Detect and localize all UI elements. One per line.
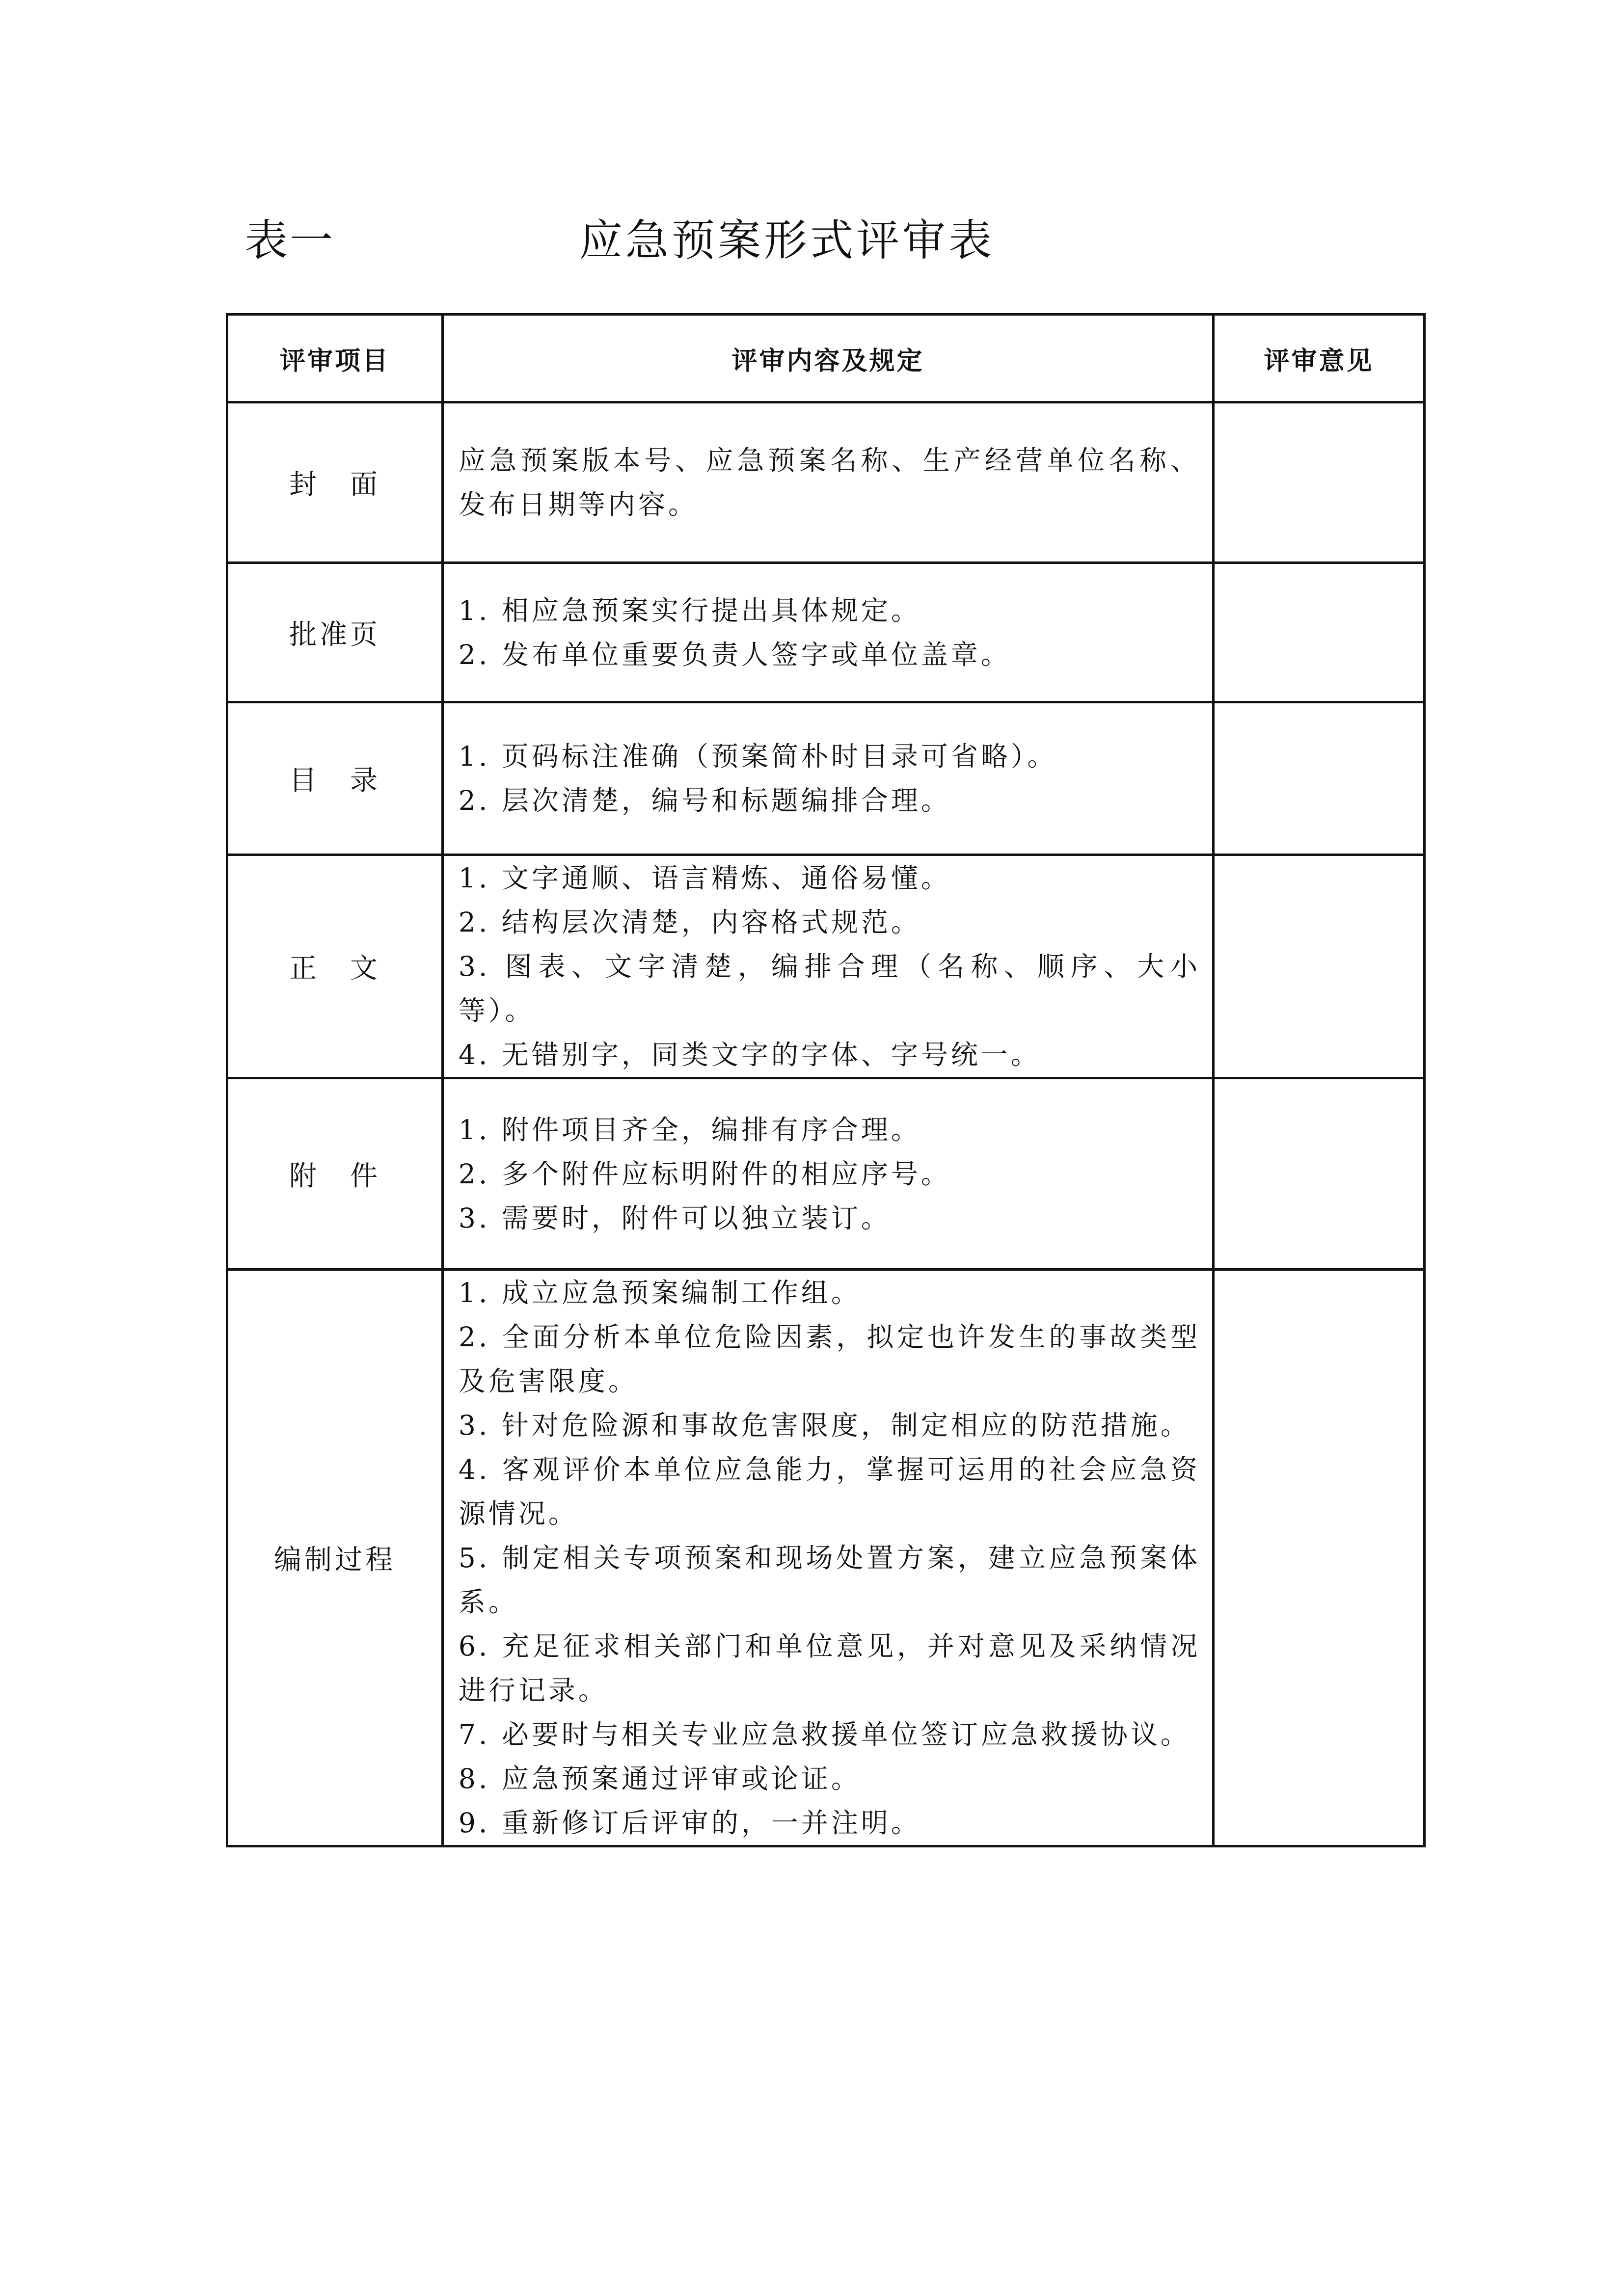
item-cell: 正 文 — [227, 855, 443, 1078]
content-cell — [442, 702, 1213, 855]
content-line: 2. 全面分析本单位危险因素，拟定也许发生的事故类型及危害限度。 — [458, 1321, 1201, 1397]
item-cell: 批准页 — [227, 563, 443, 702]
table-row-approval — [227, 563, 1425, 702]
header-opinion: 评审意见 — [1214, 315, 1425, 402]
content-line: 4. 无错别字，同类文字的字体、字号统一。 — [458, 1039, 1041, 1070]
table-number: 表一 — [244, 215, 335, 266]
content-line: 3. 针对危险源和事故危害限度，制定相应的防范措施。 — [458, 1410, 1191, 1441]
opinion-cell[interactable] — [1214, 1078, 1425, 1270]
header-item: 评审项目 — [227, 315, 443, 402]
content-line: 4. 客观评价本单位应急能力，掌握可运用的社会应急资源情况。 — [458, 1454, 1201, 1529]
content-line: 1. 附件项目齐全，编排有序合理。 — [458, 1114, 921, 1146]
opinion-cell[interactable] — [1214, 563, 1425, 702]
content-line: 2. 结构层次清楚，内容格式规范。 — [458, 907, 921, 938]
content-line: 5. 制定相关专项预案和现场处置方案，建立应急预案体系。 — [458, 1542, 1201, 1618]
content-line: 9. 重新修订后评审的，一并注明。 — [458, 1807, 921, 1839]
table-row-cover — [227, 402, 1425, 563]
content-line: 应急预案版本号、应急预案名称、生产经营单位名称、发布日期等内容。 — [458, 445, 1201, 520]
item-cell: 附 件 — [227, 1078, 443, 1270]
content-line: 1. 相应急预案实行提出具体规定。 — [458, 594, 921, 626]
table-row-process — [227, 1270, 1425, 1846]
content-cell — [442, 563, 1213, 702]
opinion-cell[interactable] — [1214, 702, 1425, 855]
content-line: 1. 页码标注准确（预案简朴时目录可省略）。 — [458, 741, 1057, 772]
content-line: 8. 应急预案通过评审或论证。 — [458, 1763, 861, 1794]
item-cell: 目 录 — [227, 702, 443, 855]
page-title: 应急预案形式评审表 — [579, 215, 995, 266]
content-line: 3. 需要时，附件可以独立装订。 — [458, 1202, 891, 1234]
content-line: 6. 充足征求相关部门和单位意见，并对意见及采纳情况进行记录。 — [458, 1630, 1201, 1706]
content-cell — [442, 855, 1213, 1078]
opinion-cell[interactable] — [1214, 402, 1425, 563]
content-cell — [442, 1078, 1213, 1270]
header-content: 评审内容及规定 — [442, 315, 1213, 402]
table-row-toc — [227, 702, 1425, 855]
content-line: 1. 文字通顺、语言精炼、通俗易懂。 — [458, 862, 951, 894]
content-line: 1. 成立应急预案编制工作组。 — [458, 1277, 861, 1308]
table-row-attachments — [227, 1078, 1425, 1270]
review-table — [226, 313, 1426, 1847]
opinion-cell[interactable] — [1214, 1270, 1425, 1846]
content-line: 7. 必要时与相关专业应急救援单位签订应急救援协议。 — [458, 1719, 1191, 1750]
item-cell: 编制过程 — [227, 1270, 443, 1846]
content-cell — [442, 402, 1213, 563]
content-line: 2. 多个附件应标明附件的相应序号。 — [458, 1158, 951, 1190]
opinion-cell[interactable] — [1214, 855, 1425, 1078]
table-header-row — [227, 315, 1425, 402]
content-cell — [442, 1270, 1213, 1846]
table-row-body — [227, 855, 1425, 1078]
content-line: 3. 图表、文字清楚，编排合理（名称、顺序、大小等）。 — [458, 951, 1201, 1026]
item-cell: 封 面 — [227, 402, 443, 563]
content-line: 2. 发布单位重要负责人签字或单位盖章。 — [458, 639, 1011, 670]
content-line: 2. 层次清楚，编号和标题编排合理。 — [458, 785, 951, 816]
title-row — [0, 211, 1624, 270]
